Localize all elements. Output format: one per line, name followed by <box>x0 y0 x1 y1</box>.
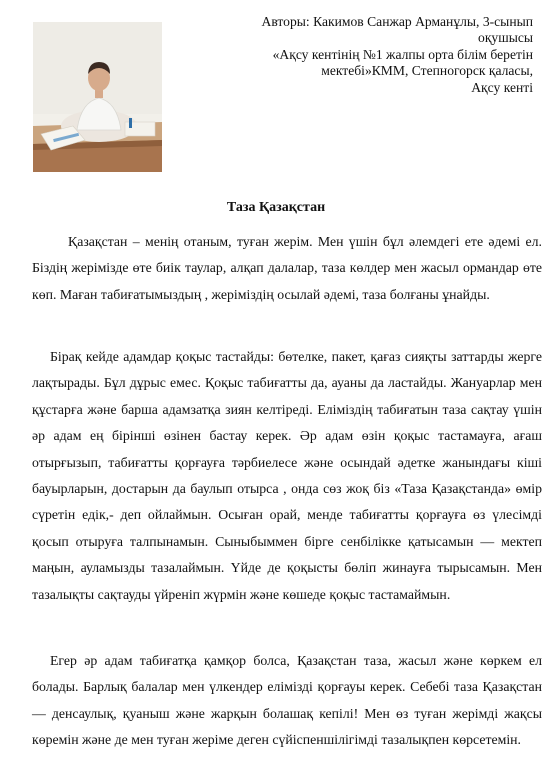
author-photo <box>33 22 162 172</box>
author-line: Ақсу кенті <box>471 79 533 95</box>
essay-paragraph: Егер әр адам табиғатқа қамқор болса, Қазақстан таза, жасыл және көркем ел болады. Барлық балалар мен үлкендер елімізді қорғауы керек. Себебі таза Қазақстан — денсаулық, қуаныш және жарқын болашақ кепілі! Мен өз туған жерімді жақсы көремін және де мен туған жеріме деген сүйіспеншілігімді тазалықпен көрсетемін. <box>32 653 542 748</box>
essay-paragraph: Бірақ кейде адамдар қоқыс тастайды: бөтелке, пакет, қағаз сияқты заттарды жерге лақтырады. Бұл дұрыс емес. Қоқыс табиғатты да, ауаны да ластайды. Жануарлар мен құстарға және барша адамзатқа зиян келтіреді. Еліміздің табиғатын таза сақтау үшін әр адам ең бірінші өзінен бастау керек. Әр адам өзін қоқыс тастамауға, ағаш отырғызып, табиғатты қорғауға тәрбиелесе және осындай әдетке жанындағы кіші бауырларын, достарын да баулып отырса , онда сөз жоқ біз «Таза Қазақстанда» өмір сүретін едік,- деп ойлаймын. Осыған орай, менде табиғатты қорғауға өз үлесімді қосып отыруға талпынамын. Сыныбыммен бірге сенбілікке қатысамын — мектеп маңын, ауламызды тазалаймын. Үйде де қоқысты бөліп жинауға тырысамын. Мен тазалықты сақтауды үйреніп жүрмін және көшеде қоқыс тастамаймын. <box>32 349 542 602</box>
author-line: мектебі»КММ, Степногорск қаласы, <box>321 63 533 79</box>
author-line: оқушысы <box>478 30 533 46</box>
essay-paragraph: Қазақстан – менің отаным, туған жерім. Мен үшін бұл әлемдегі ете әдемі ел. Біздің жерімізде өте биік таулар, алқап далалар, таза көлдер мен жасыл ормандар өте көп. Маған табиғатымыздың , жеріміздің осылай әдемі, таза болғаны ұнайды. <box>32 234 542 302</box>
author-line: Авторы: Какимов Санжар Арманұлы, 3-сынып <box>261 14 533 29</box>
author-info <box>190 14 533 96</box>
author-line: «Ақсу кентінің №1 жалпы орта білім беретін <box>272 46 533 62</box>
essay-title: Таза Қазақстан <box>226 200 326 215</box>
